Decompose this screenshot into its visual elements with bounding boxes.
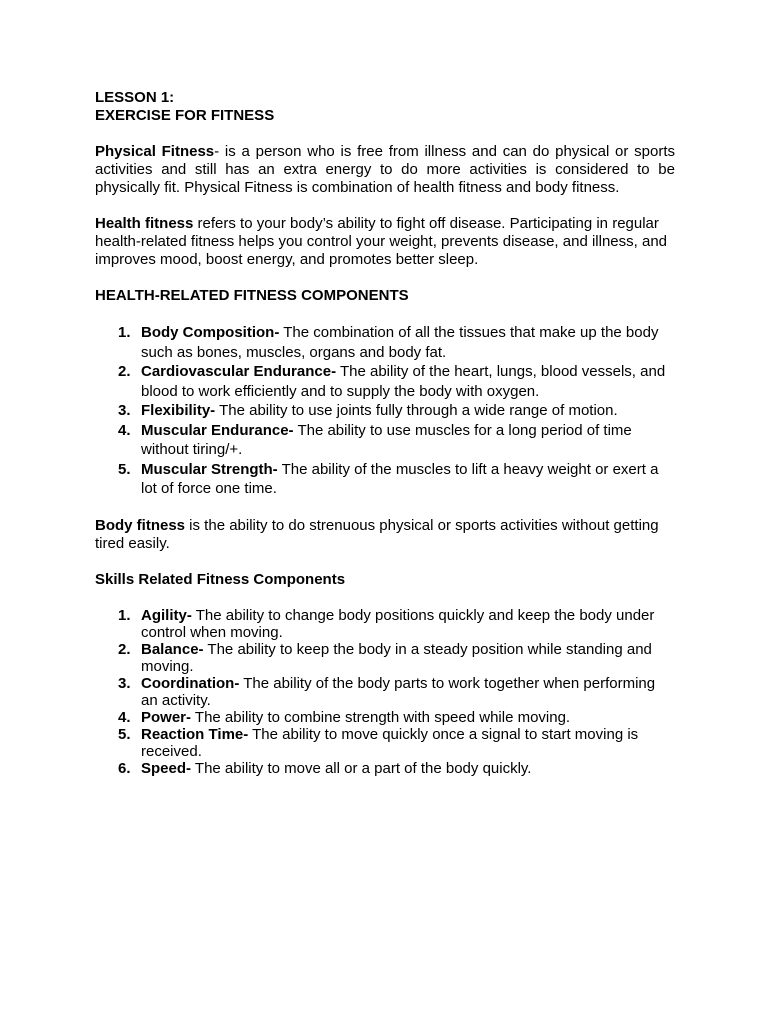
list-item xyxy=(95,607,675,641)
list-item-term: Agility- xyxy=(141,606,192,624)
document-page xyxy=(95,89,675,777)
list-item-text: The ability of the muscles to lift a heavy weight or exert a lot of force one time. xyxy=(141,460,659,497)
lesson-title: EXERCISE FOR FITNESS xyxy=(95,107,275,124)
list-item-number: 2. xyxy=(118,640,131,658)
list-item-term: Muscular Endurance- xyxy=(141,421,294,439)
list-item-term: Balance- xyxy=(141,640,204,658)
list-item xyxy=(95,675,675,709)
list-item-term: Speed- xyxy=(141,759,192,777)
physical-fitness-definition: - is a person who is free from illness and can do physical or sports activities and still has an extra energy to do more activities is considered to be physically fit. Physical Fitness is combination of health fitness and body fitness. xyxy=(95,143,675,196)
list-item-term: Flexibility- xyxy=(141,402,216,419)
list-item-number: 1. xyxy=(118,606,131,624)
health-components-list xyxy=(95,323,675,499)
health-fitness-paragraph xyxy=(95,215,675,269)
spacer xyxy=(95,125,675,143)
skills-components-heading: Skills Related Fitness Components xyxy=(95,570,346,588)
body-fitness-term: Body fitness xyxy=(95,516,186,534)
list-item-text: The ability to use joints fully through a wide range of motion. xyxy=(215,402,618,419)
list-item xyxy=(95,760,675,777)
list-item-term: Muscular Strength- xyxy=(141,460,278,478)
skills-components-list xyxy=(95,607,675,777)
list-item-text: The ability of the heart, lungs, blood vessels, and blood to work efficiently and to supply the body with oxygen. xyxy=(141,363,666,400)
health-components-heading: HEALTH-RELATED FITNESS COMPONENTS xyxy=(95,287,409,304)
list-item-text: The ability to move all or a part of the body quickly. xyxy=(191,759,532,777)
list-item xyxy=(95,362,675,401)
list-item-term: Reaction Time- xyxy=(141,725,249,743)
list-item-number: 5. xyxy=(118,725,131,743)
physical-fitness-term: Physical Fitness xyxy=(95,143,215,160)
spacer xyxy=(95,269,675,287)
list-item-number: 3. xyxy=(118,402,131,419)
list-item-number: 2. xyxy=(118,363,131,380)
spacer xyxy=(95,589,675,607)
list-item xyxy=(95,460,675,499)
body-fitness-paragraph xyxy=(95,517,675,553)
physical-fitness-paragraph xyxy=(95,143,675,197)
list-item-number: 3. xyxy=(118,674,131,692)
health-fitness-definition: refers to your body’s ability to fight off disease. Participating in regular health-related fitness helps you control your weight, prevents disease, and illness, and improves mood, boost energy, and promotes better sleep. xyxy=(95,215,667,268)
list-item xyxy=(95,401,675,421)
list-item xyxy=(95,726,675,760)
list-item-number: 1. xyxy=(118,324,131,341)
body-fitness-definition: is the ability to do strenuous physical or sports activities without getting tired easily. xyxy=(95,516,659,552)
list-item-term: Power- xyxy=(141,708,192,726)
list-item-text: The ability of the body parts to work together when performing an activity. xyxy=(141,674,656,709)
list-item xyxy=(95,709,675,726)
list-item-text: The ability to use muscles for a long period of time without tiring/+. xyxy=(141,421,632,458)
list-item-term: Body Composition- xyxy=(141,324,280,341)
list-item-text: The ability to combine strength with speed while moving. xyxy=(191,708,571,726)
list-item-term: Coordination- xyxy=(141,674,240,692)
list-item-text: The ability to keep the body in a steady position while standing and moving. xyxy=(141,640,652,675)
list-item-number: 6. xyxy=(118,759,131,777)
spacer xyxy=(95,197,675,215)
list-item-text: The ability to move quickly once a signal to start moving is received. xyxy=(141,725,639,760)
list-item xyxy=(95,421,675,460)
list-item-text: The combination of all the tissues that make up the body such as bones, muscles, organs and body fat. xyxy=(141,324,659,361)
spacer xyxy=(95,553,675,571)
lesson-number: LESSON 1: xyxy=(95,89,175,106)
list-item-number: 5. xyxy=(118,460,131,478)
list-item-number: 4. xyxy=(118,708,131,726)
spacer xyxy=(95,499,675,517)
list-item-text: The ability to change body positions quickly and keep the body under control when moving. xyxy=(141,606,655,641)
list-item-term: Cardiovascular Endurance- xyxy=(141,363,337,380)
health-fitness-term: Health fitness xyxy=(95,215,194,232)
list-item xyxy=(95,323,675,362)
list-item-number: 4. xyxy=(118,421,131,439)
spacer xyxy=(95,305,675,323)
list-item xyxy=(95,641,675,675)
